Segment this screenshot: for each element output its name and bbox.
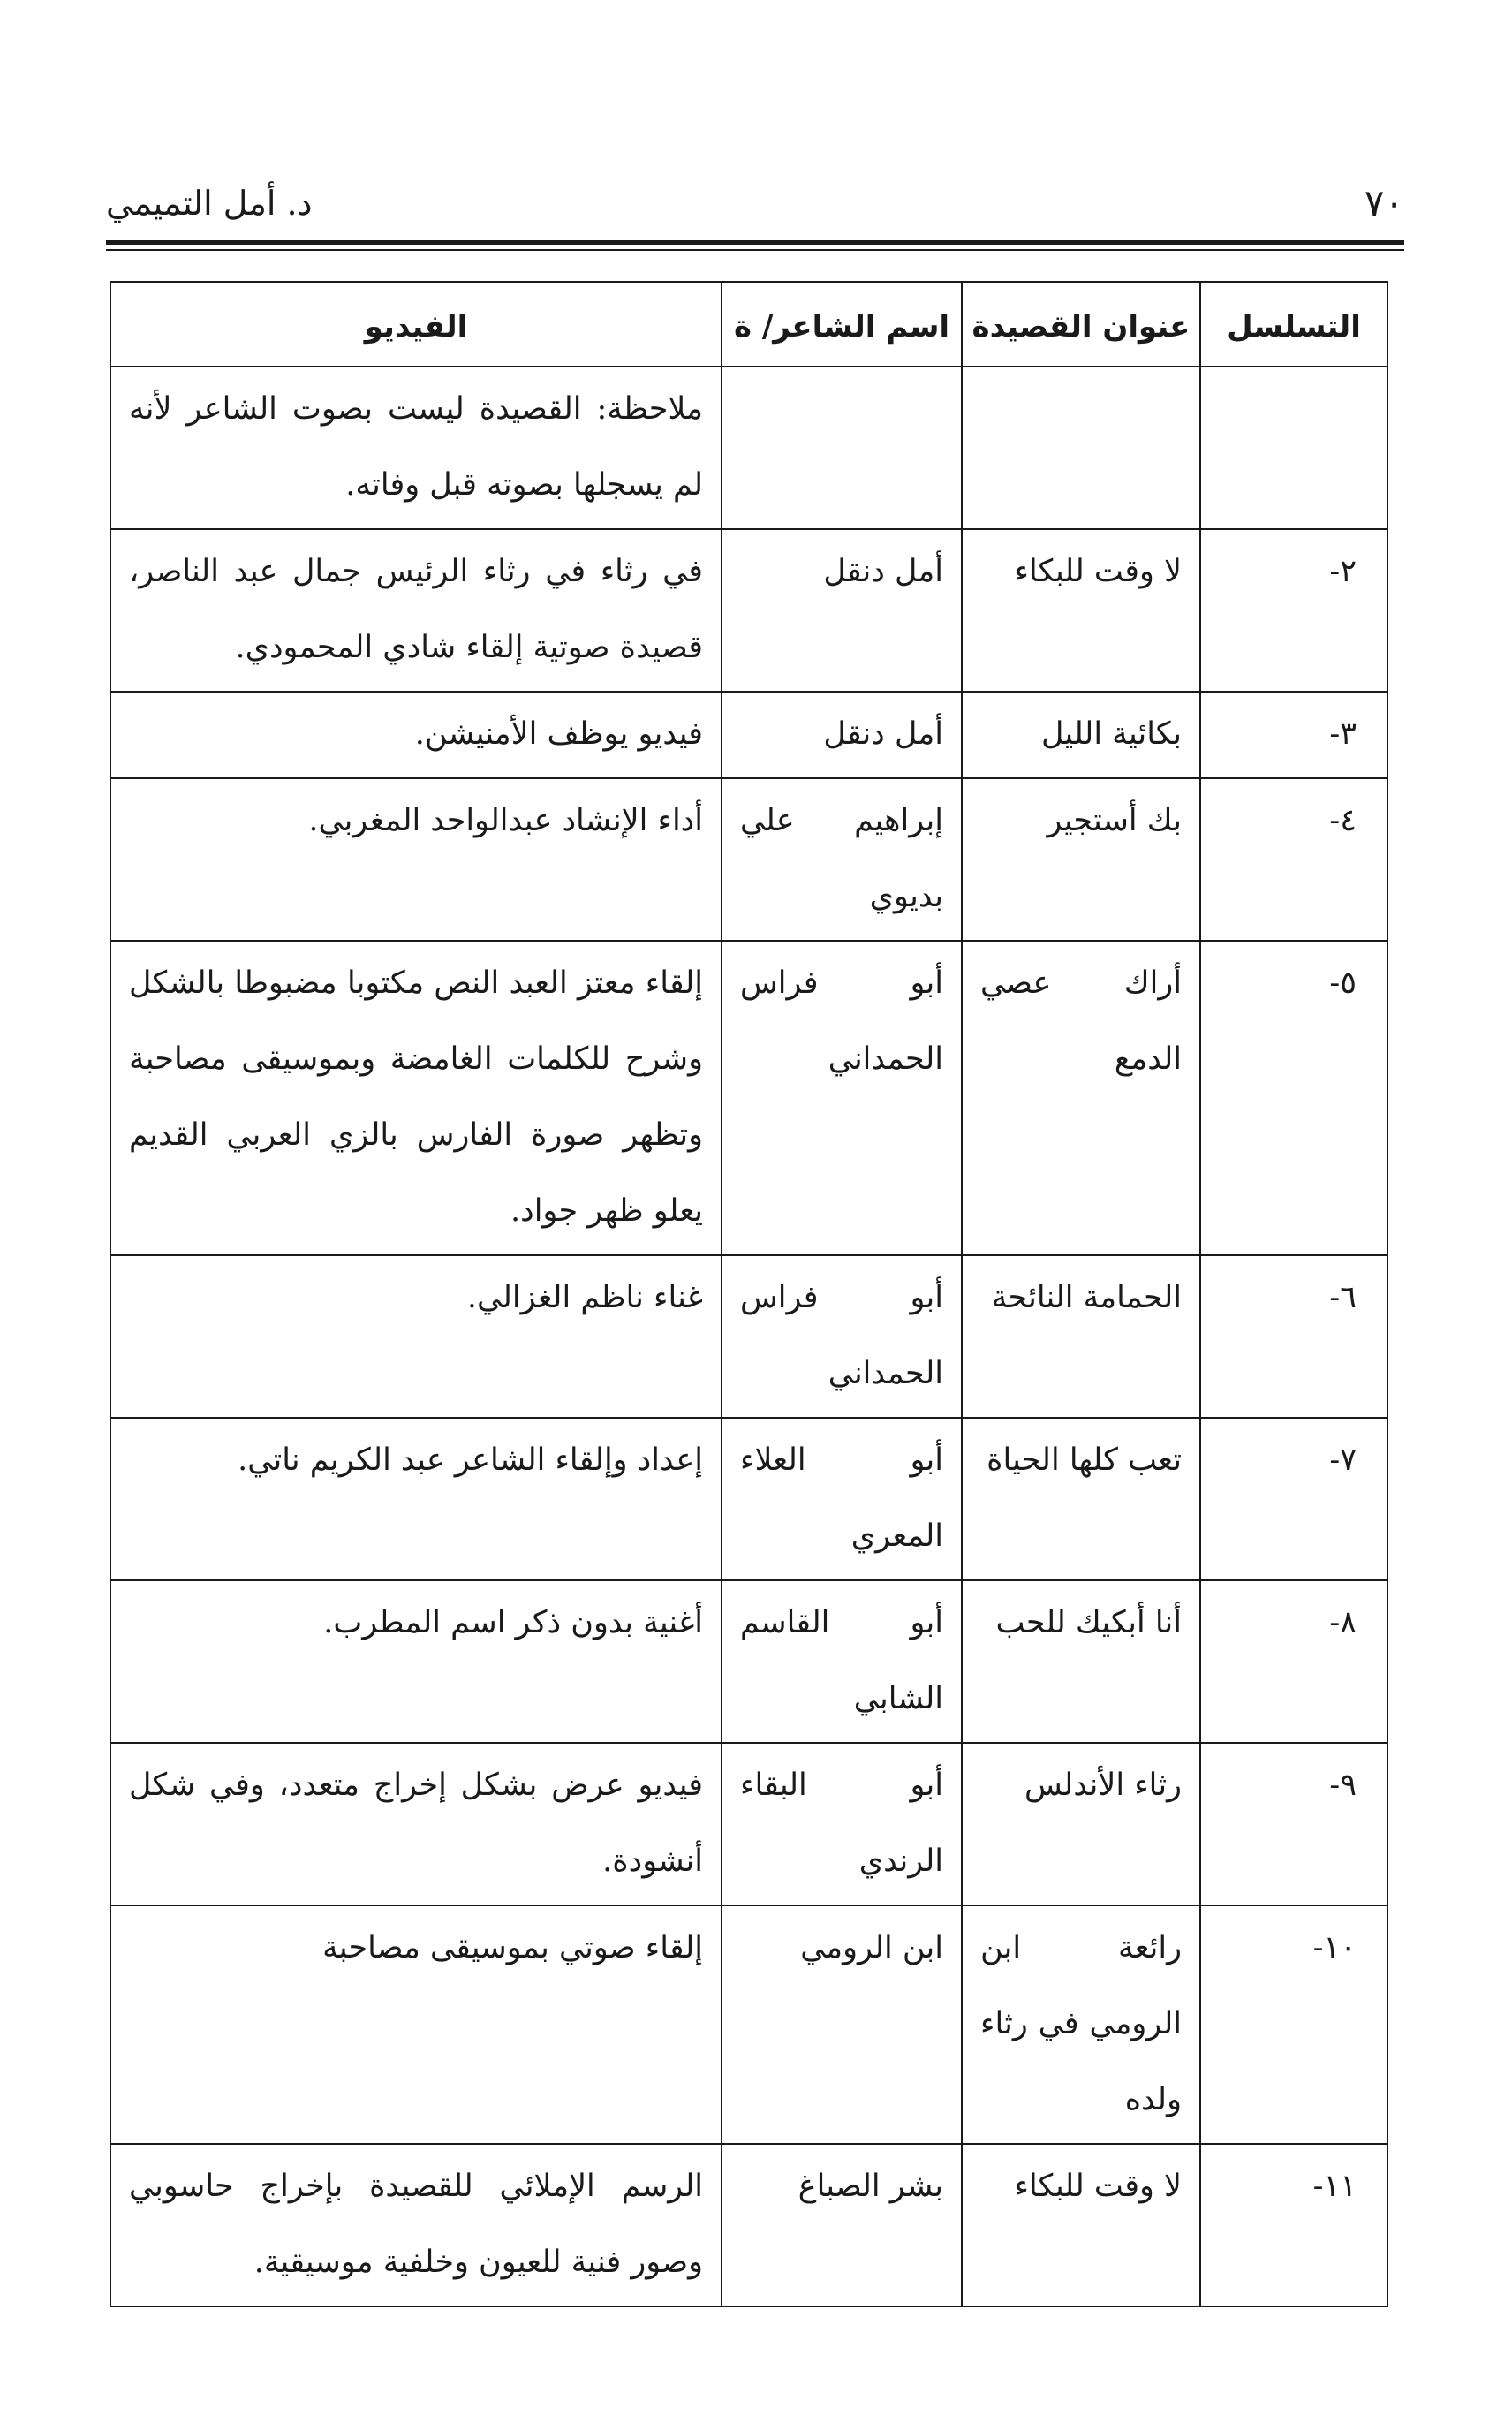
cell-poet-name: أمل دنقل <box>722 529 962 692</box>
cell-video: أداء الإنشاد عبدالواحد المغربي. <box>110 778 722 941</box>
cell-video: الرسم الإملائي للقصيدة بإخراج حاسوبي وصور فنية للعيون وخلفية موسيقية. <box>110 2144 722 2306</box>
running-head-author: د. أمل التميمي <box>106 184 313 223</box>
cell-poem-title <box>962 367 1200 529</box>
cell-poem-title: أراك عصي الدمع <box>962 941 1200 1255</box>
table-row <box>110 1255 1387 1418</box>
cell-poem-title: لا وقت للبكاء <box>962 2144 1200 2306</box>
cell-poem-title: أنا أبكيك للحب <box>962 1580 1200 1743</box>
cell-poet-name: إبراهيم علي بديوي <box>722 778 962 941</box>
cell-poet-name: أبو فراس الحمداني <box>722 941 962 1255</box>
cell-poem-title: لا وقت للبكاء <box>962 529 1200 692</box>
header-rule-thick <box>106 240 1404 245</box>
cell-video: فيديو عرض بشكل إخراج متعدد، وفي شكل أنشودة. <box>110 1743 722 1905</box>
cell-poet-name: بشر الصباغ <box>722 2144 962 2306</box>
cell-video: فيديو يوظف الأمنيشن. <box>110 692 722 778</box>
table-row <box>110 2144 1387 2306</box>
header-sequence: التسلسل <box>1200 282 1387 367</box>
cell-poet-name: أبو العلاء المعري <box>722 1418 962 1580</box>
cell-poem-title: تعب كلها الحياة <box>962 1418 1200 1580</box>
table-row <box>110 778 1387 941</box>
cell-video: أغنية بدون ذكر اسم المطرب. <box>110 1580 722 1743</box>
table-row <box>110 367 1387 529</box>
table-row <box>110 1743 1387 1905</box>
table-row <box>110 529 1387 692</box>
cell-sequence: ٩- <box>1200 1743 1387 1905</box>
cell-poem-title: الحمامة النائحة <box>962 1255 1200 1418</box>
header-video: الفيديو <box>110 282 722 367</box>
cell-sequence <box>1200 367 1387 529</box>
poems-table <box>110 281 1388 2307</box>
cell-poem-title: رثاء الأندلس <box>962 1743 1200 1905</box>
page-header <box>106 181 1404 225</box>
cell-sequence: ٨- <box>1200 1580 1387 1743</box>
header-poem-title: عنوان القصيدة <box>962 282 1200 367</box>
cell-sequence: ٧- <box>1200 1418 1387 1580</box>
cell-poem-title: رائعة ابن الرومي في رثاء ولده <box>962 1905 1200 2144</box>
cell-video: إلقاء معتز العبد النص مكتوبا مضبوطا بالشكل وشرح للكلمات الغامضة وبموسيقى مصاحبة وتظهر صورة الفارس بالزي العربي القديم يعلو ظهر جواد. <box>110 941 722 1255</box>
cell-video: غناء ناظم الغزالي. <box>110 1255 722 1418</box>
cell-poem-title: بك أستجير <box>962 778 1200 941</box>
cell-sequence: ٢- <box>1200 529 1387 692</box>
cell-poet-name: أبو القاسم الشابي <box>722 1580 962 1743</box>
cell-sequence: ١٠- <box>1200 1905 1387 2144</box>
cell-sequence: ٥- <box>1200 941 1387 1255</box>
table-row <box>110 1905 1387 2144</box>
table-header-row <box>110 282 1387 367</box>
table-row <box>110 692 1387 778</box>
cell-poet-name: ابن الرومي <box>722 1905 962 2144</box>
cell-video: إلقاء صوتي بموسيقى مصاحبة <box>110 1905 722 2144</box>
table-row <box>110 1580 1387 1743</box>
header-rule-thin <box>106 249 1404 251</box>
cell-sequence: ٣- <box>1200 692 1387 778</box>
cell-poet-name <box>722 367 962 529</box>
cell-poet-name: أبو فراس الحمداني <box>722 1255 962 1418</box>
cell-poet-name: أمل دنقل <box>722 692 962 778</box>
table-row <box>110 1418 1387 1580</box>
table-row <box>110 941 1387 1255</box>
cell-sequence: ١١- <box>1200 2144 1387 2306</box>
cell-video: ملاحظة: القصيدة ليست بصوت الشاعر لأنه لم يسجلها بصوته قبل وفاته. <box>110 367 722 529</box>
cell-video: إعداد وإلقاء الشاعر عبد الكريم ناتي. <box>110 1418 722 1580</box>
cell-sequence: ٤- <box>1200 778 1387 941</box>
cell-sequence: ٦- <box>1200 1255 1387 1418</box>
cell-poet-name: أبو البقاء الرندي <box>722 1743 962 1905</box>
cell-video: في رثاء في رثاء الرئيس جمال عبد الناصر، قصيدة صوتية إلقاء شادي المحمودي. <box>110 529 722 692</box>
page-number: ٧٠ <box>1364 181 1404 224</box>
poems-table-container <box>110 281 1387 2307</box>
header-poet-name: اسم الشاعر/ ة <box>722 282 962 367</box>
cell-poem-title: بكائية الليل <box>962 692 1200 778</box>
